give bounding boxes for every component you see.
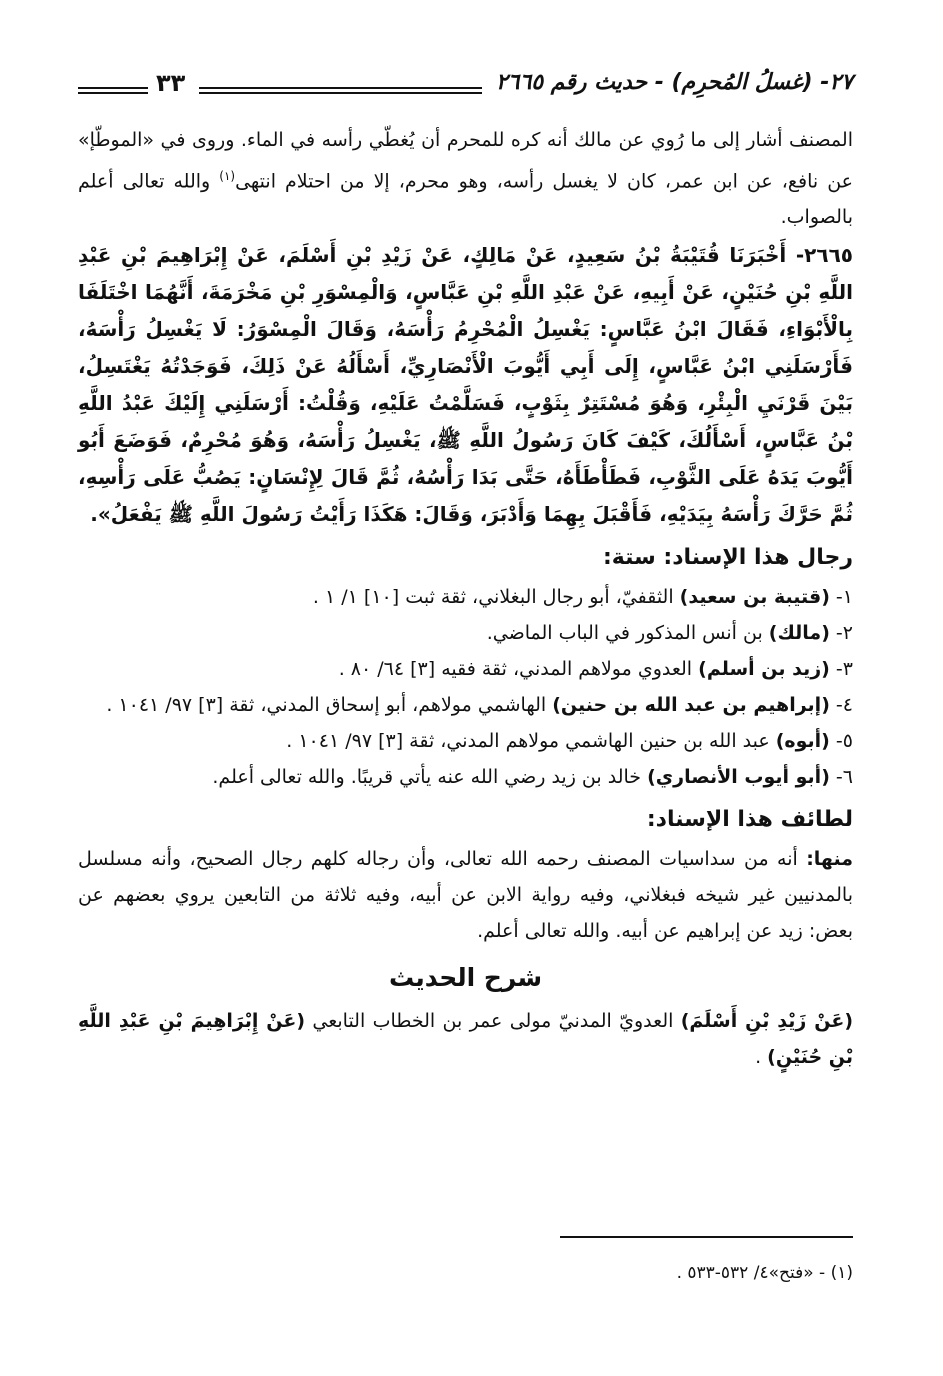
explanation-heading: شرح الحديث bbox=[388, 963, 543, 993]
narrator-description: الثقفيّ، أبو رجال البغلاني، ثقة ثبت [١٠] ١/ ١ . bbox=[312, 586, 680, 609]
subtleties-text: أنه من سداسيات المصنف رحمه الله تعالى، وأن رجاله كلهم رجال الصحيح، وأنه مسلسل بالمدنيين غير شيخه فبغلاني، وفيه رواية الابن عن أبيه، وفيه ثلاثة من التابعين يروي بعضهم عن بعض: زيد عن إبراهيم عن أبيه. والله تعالى أعلم. bbox=[78, 848, 853, 943]
narrator-name: (قتيبة بن سعيد) bbox=[679, 586, 830, 609]
subtleties-paragraph bbox=[78, 841, 853, 949]
hadith-text: ٢٦٦٥- أَخْبَرَنَا قُتَيْبَةُ بْنُ سَعِيدٍ، عَنْ مَالِكٍ، عَنْ زَيْدِ بْنِ أَسْلَمَ، عَنْ إِبْرَاهِيمَ بْنِ عَبْدِ اللَّهِ بْنِ حُنَيْنٍ، عَنْ أَبِيهِ، عَنْ عَبْدِ اللَّهِ بْنِ عَبَّاسٍ، وَالْمِسْوَرِ بْنِ مَخْرَمَةَ، أَنَّهُمَا اخْتَلَفَا بِالْأَبْوَاءِ، فَقَالَ ابْنُ عَبَّاسٍ: يَغْسِلُ الْمُحْرِمُ رَأْسَهُ، وَقَالَ الْمِسْوَرُ: لَا يَغْسِلُ رَأْسَهُ، فَأَرْسَلَنِي ابْنُ عَبَّاسٍ، إِلَى أَبِي أَيُّوبَ الْأَنْصَارِيِّ، أَسْأَلُهُ عَنْ ذَلِكَ، فَوَجَدْتُهُ يَغْتَسِلُ، بَيْنَ قَرْنَيِ الْبِئْرِ، وَهُوَ مُسْتَتِرٌ بِثَوْبٍ، فَسَلَّمْتُ عَلَيْهِ، وَقُلْتُ: أَرْسَلَنِي إِلَيْكَ عَبْدُ اللَّهِ بْنُ عَبَّاسٍ، أَسْأَلُكَ، كَيْفَ كَانَ رَسُولُ اللَّهِ ﷺ، يَغْسِلُ رَأْسَهُ، وَهُوَ مُحْرِمٌ، فَوَضَعَ أَبُو أَيُّوبَ يَدَهُ عَلَى الثَّوْبِ، فَطَأْطَأَهُ، حَتَّى بَدَا رَأْسُهُ، ثُمَّ قَالَ لِإِنْسَانٍ: يَصُبُّ عَلَى رَأْسِهِ، ثُمَّ حَرَّكَ رَأْسَهُ بِيَدَيْهِ، فَأَقْبَلَ بِهِمَا وَأَدْبَرَ، وَقَالَ: هَكَذَا رَأَيْتُ رَسُولَ اللَّهِ ﷺ يَفْعَلُ». bbox=[78, 243, 853, 527]
intro-text: المصنف أشار إلى ما رُوي عن مالك أنه كره للمحرم أن يُغطّي رأسه في الماء. وروى في «الموطّإ» عن نافع، عن ابن عمر، كان لا يغسل رأسه، وهو محرم، إلا من احتلام انتهى bbox=[78, 129, 853, 193]
footnote-reference[interactable]: (١) bbox=[219, 169, 236, 183]
header-rule-long bbox=[199, 87, 482, 94]
narrator-description: العدوي مولاهم المدني، ثقة فقيه [٣] ٦٤/ ٨٠ . bbox=[338, 658, 699, 681]
subtleties-lead: منها: bbox=[806, 848, 853, 871]
footnote: (١) - «فتح»٤/ ٥٣٢-٥٣٣ . bbox=[676, 1263, 853, 1283]
narrator-number: ٥- bbox=[829, 730, 853, 753]
narrator-description: عبد الله بن حنين الهاشمي مولاهم المدني، ثقة [٣] ٩٧/ ١٠٤١ . bbox=[286, 730, 776, 753]
explanation-paragraph bbox=[78, 1003, 853, 1075]
narrator-description: خالد بن زيد رضي الله عنه يأتي قريبًا. والله تعالى أعلم. bbox=[212, 766, 648, 789]
narrator-item bbox=[78, 723, 853, 759]
narrators-heading: رجال هذا الإسناد: ستة: bbox=[603, 545, 853, 571]
narrator-number: ٣- bbox=[829, 658, 853, 681]
narrator-item bbox=[78, 687, 853, 723]
page-number: ٣٣ bbox=[156, 69, 186, 97]
intro-paragraph bbox=[78, 122, 853, 235]
page-body bbox=[78, 122, 853, 1075]
narrator-number: ٢- bbox=[829, 622, 853, 645]
narrator-description: الهاشمي مولاهم، أبو إسحاق المدني، ثقة [٣] ٩٧/ ١٠٤١ . bbox=[106, 694, 553, 717]
narrator-item bbox=[78, 579, 853, 615]
running-header-title: ٢٧- (غسلُ المُحرِم) - حديث رقم ٢٦٦٥ bbox=[495, 70, 853, 95]
narrator-name: (إبراهيم بن عبد الله بن حنين) bbox=[552, 694, 830, 717]
narrator-name: (أبوه) bbox=[775, 730, 830, 753]
explanation-text: . bbox=[755, 1046, 768, 1069]
narrator-item bbox=[78, 651, 853, 687]
explanation-quote: (عَنْ إِبْرَاهِيمَ بْنِ عَبْدِ اللَّهِ بْنِ حُنَيْنٍ) bbox=[78, 1010, 853, 1069]
header-rule-short bbox=[78, 87, 148, 94]
footnote-separator bbox=[560, 1236, 853, 1238]
intro-tail: والله تعالى أعلم بالصواب. bbox=[78, 170, 853, 229]
narrator-item bbox=[78, 615, 853, 651]
narrator-name: (أبو أيوب الأنصاري) bbox=[647, 766, 830, 789]
explanation-quote: (عَنْ زَيْدِ بْنِ أَسْلَمَ) bbox=[680, 1010, 853, 1033]
narrator-number: ١- bbox=[829, 586, 853, 609]
narrators-list bbox=[78, 579, 853, 795]
narrator-name: (زيد بن أسلم) bbox=[698, 658, 830, 681]
narrator-item bbox=[78, 759, 853, 795]
subtleties-heading: لطائف هذا الإسناد: bbox=[646, 807, 853, 833]
narrator-number: ٦- bbox=[829, 766, 853, 789]
narrator-number: ٤- bbox=[829, 694, 853, 717]
page-header bbox=[78, 54, 853, 98]
explanation-text: العدويّ المدنيّ مولى عمر بن الخطاب التابعي bbox=[305, 1010, 681, 1033]
narrator-name: (مالك) bbox=[768, 622, 830, 645]
narrator-description: بن أنس المذكور في الباب الماضي. bbox=[486, 622, 769, 645]
